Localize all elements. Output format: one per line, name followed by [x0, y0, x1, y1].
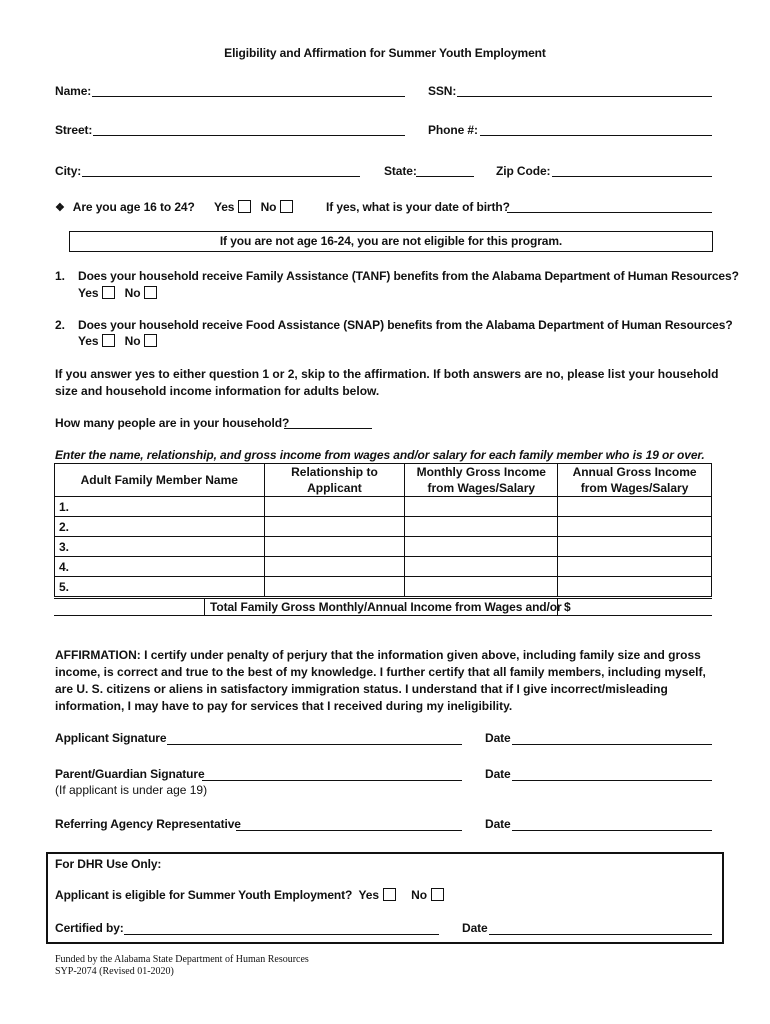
certified-by-field[interactable]	[124, 934, 439, 935]
parent-date-field[interactable]	[512, 780, 712, 781]
agency-signature-field[interactable]	[236, 830, 462, 831]
applicant-signature-label: Applicant Signature	[55, 731, 167, 745]
eligibility-notice: If you are not age 16-24, you are not eligible for this program.	[69, 231, 713, 252]
parent-signature-label: Parent/Guardian Signature	[55, 767, 205, 781]
age-yes-checkbox[interactable]	[238, 200, 251, 213]
dhr-no-label: No	[411, 888, 427, 902]
name-field[interactable]	[92, 96, 405, 97]
table-cell[interactable]	[558, 517, 712, 537]
table-cell[interactable]	[264, 497, 405, 517]
age-no-checkbox[interactable]	[280, 200, 293, 213]
agency-date-field[interactable]	[512, 830, 712, 831]
table-cell[interactable]	[405, 557, 558, 577]
dhr-heading: For DHR Use Only:	[55, 857, 162, 871]
column-header: Relationship to Applicant	[264, 464, 405, 497]
row-number[interactable]: 1.	[55, 497, 265, 517]
state-label: State:	[384, 164, 417, 178]
age-yes-label: Yes	[213, 200, 235, 214]
row-number[interactable]: 3.	[55, 537, 265, 557]
q1-yes-checkbox[interactable]	[102, 286, 115, 299]
q1-number: 1.	[55, 269, 65, 283]
dob-label: If yes, what is your date of birth?	[326, 200, 510, 214]
table-header-row	[55, 464, 712, 497]
table-cell[interactable]	[558, 537, 712, 557]
table-cell[interactable]	[264, 537, 405, 557]
table-row	[55, 517, 712, 537]
table-cell[interactable]	[264, 557, 405, 577]
table-cell[interactable]	[264, 577, 405, 597]
certified-by-label: Certified by:	[55, 921, 124, 935]
table-row	[55, 497, 712, 517]
q1-no-checkbox[interactable]	[144, 286, 157, 299]
column-header: Adult Family Member Name	[55, 464, 265, 497]
table-row	[55, 537, 712, 557]
agency-signature-label: Referring Agency Representative	[55, 817, 241, 831]
age-question: Are you age 16 to 24?	[72, 200, 195, 214]
ssn-field[interactable]	[457, 96, 712, 97]
street-label: Street:	[55, 123, 93, 137]
table-cell[interactable]	[405, 537, 558, 557]
funding-note: Funded by the Alabama State Department of Human Resources	[55, 954, 309, 965]
household-question: How many people are in your household?	[55, 416, 290, 430]
q2-yes-checkbox[interactable]	[102, 334, 115, 347]
form-title: Eligibility and Affirmation for Summer Youth Employment	[224, 46, 546, 60]
table-row	[55, 577, 712, 597]
agency-date-label: Date	[485, 817, 511, 831]
ssn-label: SSN:	[428, 84, 457, 98]
zip-label: Zip Code:	[496, 164, 551, 178]
age-no-label: No	[260, 200, 277, 214]
table-cell[interactable]	[405, 577, 558, 597]
city-label: City:	[55, 164, 82, 178]
dhr-eligible-question: Applicant is eligible for Summer Youth Employment?	[55, 888, 353, 902]
parent-date-label: Date	[485, 767, 511, 781]
q2-yes-label: Yes	[78, 334, 99, 348]
row-number[interactable]: 4.	[55, 557, 265, 577]
household-size-field[interactable]	[284, 428, 372, 429]
phone-field[interactable]	[480, 135, 712, 136]
table-cell[interactable]	[558, 577, 712, 597]
row-number[interactable]: 5.	[55, 577, 265, 597]
column-header: Annual Gross Income from Wages/Salary	[558, 464, 712, 497]
table-cell[interactable]	[264, 517, 405, 537]
q1-no-label: No	[124, 286, 141, 300]
table-cell[interactable]	[558, 497, 712, 517]
column-header: Monthly Gross Income from Wages/Salary	[405, 464, 558, 497]
applicant-date-label: Date	[485, 731, 511, 745]
phone-label: Phone #:	[428, 123, 478, 137]
skip-instructions: If you answer yes to either question 1 or 2, skip to the affirmation. If both answers are no, please list your household size and household income information for adults below.	[55, 367, 719, 398]
dob-field[interactable]	[507, 212, 712, 213]
certified-date-field[interactable]	[489, 934, 712, 935]
zip-field[interactable]	[552, 176, 712, 177]
q2-no-checkbox[interactable]	[144, 334, 157, 347]
q2-no-label: No	[124, 334, 141, 348]
affirmation-text: AFFIRMATION: I certify under penalty of perjury that the information given above, including family size and gross income, is correct and true to the best of my knowledge. I further certify that all family members, including myself, are U. S. citizens or aliens in satisfactory immigration status. I understand that if I give incorrect/misleading information, I may have to pay for services that I received during my ineligibility.	[55, 648, 706, 713]
certified-date-label: Date	[462, 921, 488, 935]
state-field[interactable]	[416, 176, 474, 177]
dhr-no-checkbox[interactable]	[431, 888, 444, 901]
row-number[interactable]: 2.	[55, 517, 265, 537]
q2-number: 2.	[55, 318, 65, 332]
parent-signature-field[interactable]	[202, 780, 462, 781]
q1-text: Does your household receive Family Assistance (TANF) benefits from the Alabama Department of Human Resources?	[78, 269, 739, 283]
total-currency[interactable]: $	[564, 600, 571, 614]
table-cell[interactable]	[558, 557, 712, 577]
table-instructions: Enter the name, relationship, and gross income from wages and/or salary for each family member who is 19 or over.	[55, 448, 705, 462]
applicant-date-field[interactable]	[512, 744, 712, 745]
total-row	[54, 596, 712, 616]
city-field[interactable]	[82, 176, 360, 177]
applicant-signature-field[interactable]	[167, 744, 462, 745]
parent-note: (If applicant is under age 19)	[55, 783, 208, 797]
dhr-yes-label: Yes	[358, 888, 379, 902]
name-label: Name:	[55, 84, 92, 98]
q2-text: Does your household receive Food Assistance (SNAP) benefits from the Alabama Department of Human Resources?	[78, 318, 733, 332]
table-row	[55, 557, 712, 577]
total-label: Total Family Gross Monthly/Annual Income from Wages and/or	[210, 600, 562, 614]
diamond-bullet-icon: ❖	[55, 202, 65, 214]
family-income-table	[54, 463, 712, 597]
dhr-yes-checkbox[interactable]	[383, 888, 396, 901]
form-number: SYP-2074 (Revised 01-2020)	[55, 966, 174, 977]
table-cell[interactable]	[405, 497, 558, 517]
table-cell[interactable]	[405, 517, 558, 537]
street-field[interactable]	[93, 135, 405, 136]
q1-yes-label: Yes	[78, 286, 99, 300]
